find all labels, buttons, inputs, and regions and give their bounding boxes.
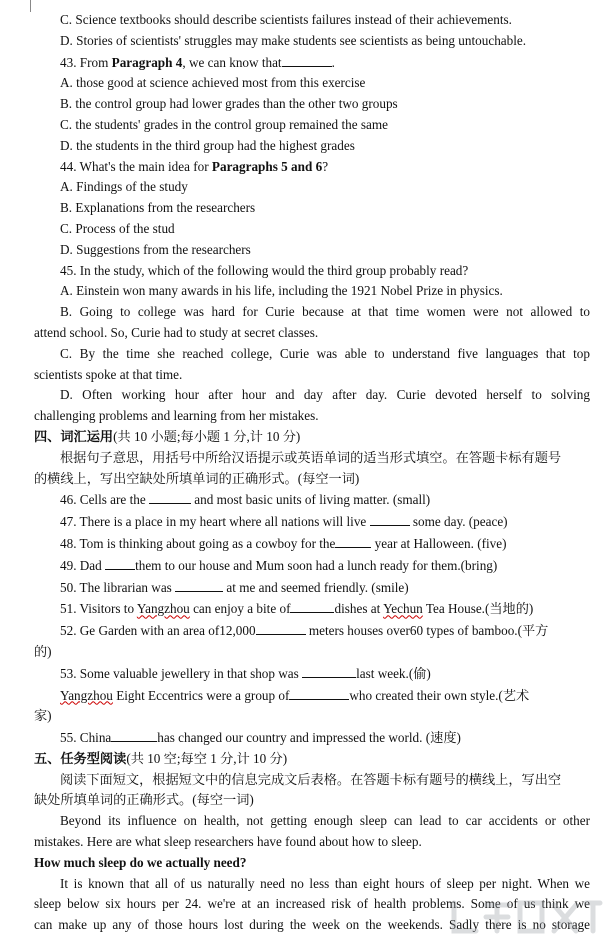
watermark-logo — [446, 895, 606, 937]
q49: 49. Dad them to our house and Mum soon had a lunch ready for them.(bring) — [34, 555, 590, 577]
q45-stem: 45. In the study, which of the following would the third group probably read? — [60, 262, 469, 278]
answer-blank — [282, 52, 332, 67]
q52-continued: 的) — [34, 643, 52, 659]
passage-paragraph2-line1: It is known that all of us naturally need no less than eight hours of sleep per night. When we — [60, 875, 590, 891]
q42-option-c: C. Science textbooks should describe scientists failures instead of their achievements. — [60, 12, 512, 27]
answer-blank — [289, 685, 349, 700]
section5-heading: 五、任务型阅读(共 10 空;每空 1 分,计 10 分) — [34, 750, 288, 766]
answer-blank — [290, 598, 334, 613]
q43-option-c: C. the students' grades in the control group remained the same — [60, 116, 388, 132]
q45-option-d-line2: challenging problems and learning from her mistakes. — [34, 408, 319, 424]
passage-paragraph1-line1: Beyond its influence on health, not getting enough sleep can lead to car accidents or other — [60, 813, 590, 829]
q54: Yangzhou Eight Eccentrics were a group of who created their own style.(艺术 — [34, 685, 590, 707]
q45-option-b-line1: B. Going to college was hard for Curie because at that time women were not allowed to — [60, 304, 590, 320]
q54-continued: 家) — [34, 708, 52, 724]
q43-option-d: D. the students in the third group had the highest grades — [60, 137, 355, 153]
q51: 51. Visitors to Yangzhou can enjoy a bite of dishes at Yechun Tea House.(当地的) — [34, 598, 590, 620]
q47: 47. There is a place in my heart where all nations will live some day. (peace) — [34, 511, 590, 533]
q45-option-a: A. Einstein won many awards in his life, including the 1921 Nobel Prize in physics. — [60, 283, 503, 299]
answer-blank — [111, 727, 157, 742]
q45-option-c-line1: C. By the time she reached college, Curie was able to understand five languages that top — [60, 345, 590, 361]
passage-subheading: How much sleep do we actually need? — [34, 854, 247, 870]
q44-option-b: B. Explanations from the researchers — [60, 200, 256, 216]
passage-paragraph2-line3: can make up any of those hours lost during the week on the weekends. Sadly there is no storage — [34, 917, 590, 933]
section4-heading: 四、词汇运用(共 10 小题;每小题 1 分,计 10 分) — [34, 428, 301, 444]
q43-option-a: A. those good at science achieved most from this exercise — [60, 75, 366, 91]
section5-instruction-line2: 缺处所填单词的正确形式。(每空一词) — [34, 792, 254, 808]
q48: 48. Tom is thinking about going as a cowboy for the year at Halloween. (five) — [34, 533, 590, 555]
q44-option-d: D. Suggestions from the researchers — [60, 241, 251, 257]
q50: 50. The librarian was at me and seemed friendly. (smile) — [34, 577, 590, 599]
section5-instruction-line1: 阅读下面短文，根据短文中的信息完成文后表格。在答题卡标有题号的横线上，写出空 — [60, 771, 562, 787]
q44-option-a: A. Findings of the study — [60, 179, 188, 195]
q53: 53. Some valuable jewellery in that shop was last week.(偷) — [34, 663, 590, 685]
section4-instruction-line1: 根据句子意思，用括号中所给汉语提示或英语单词的适当形式填空。在答题卡标有题号 — [60, 449, 562, 465]
answer-blank — [256, 620, 306, 635]
answer-blank — [175, 577, 223, 592]
q44-option-c: C. Process of the stud — [60, 220, 175, 236]
margin-mark — [30, 0, 31, 12]
q43-option-b: B. the control group had lower grades than the other two groups — [60, 96, 398, 112]
answer-blank — [335, 533, 371, 548]
q45-option-c-line2: scientists spoke at that time. — [34, 366, 183, 382]
q43-stem: 43. From Paragraph 4, we can know that . — [34, 52, 590, 74]
q52: 52. Ge Garden with an area of12,000 meters houses over60 types of bamboo.(平方 — [34, 620, 590, 642]
passage-paragraph2-line2: sleep below six hours per 24. we're at an increased risk of health problems. Some of us think we — [34, 896, 590, 912]
section4-instruction-line2: 的横线上，写出空缺处所填单词的正确形式。(每空一词) — [34, 470, 360, 486]
q46: 46. Cells are the and most basic units of living matter. (small) — [34, 489, 590, 511]
q45-option-b-line2: attend school. So, Curie had to study at secret classes. — [34, 324, 319, 340]
q44-stem: 44. What's the main idea for Paragraphs 5 and 6? — [60, 158, 329, 174]
answer-blank — [149, 489, 191, 504]
passage-paragraph1-line2: mistakes. Here are what sleep researchers have found about how to sleep. — [34, 834, 422, 850]
answer-blank — [370, 511, 410, 526]
q55: 55. China has changed our country and impressed the world. (速度) — [34, 727, 590, 749]
q45-option-d-line1: D. Often working hour after hour and day after day. Curie devoted herself to solving — [60, 387, 590, 403]
answer-blank — [105, 555, 135, 570]
q42-option-d: D. Stories of scientists' struggles may make students see scientists as being untouchable. — [60, 32, 527, 48]
answer-blank — [302, 663, 356, 678]
